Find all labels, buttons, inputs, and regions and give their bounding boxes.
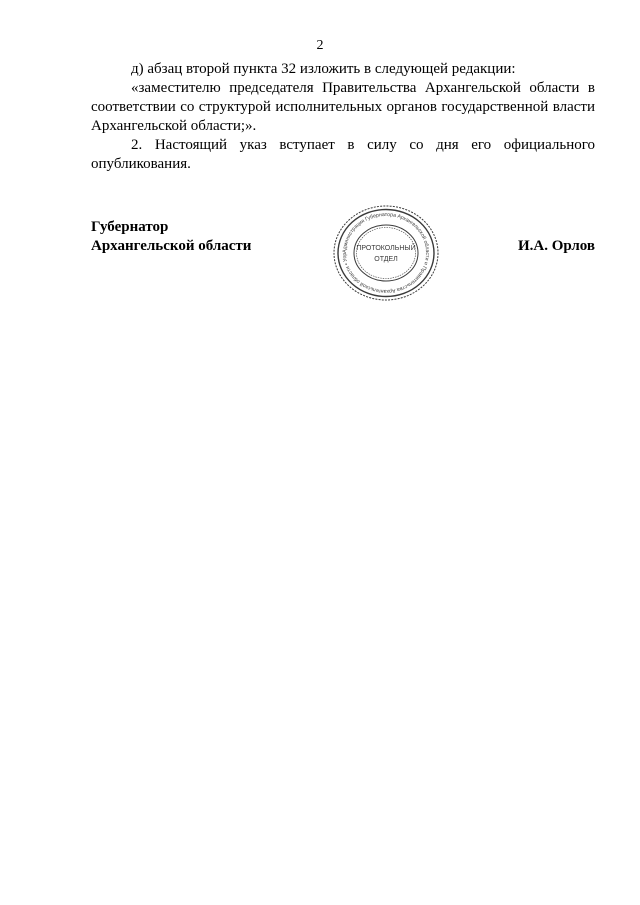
seal-ring-text: Администрация Губернатора Архангельской области и Правительства Архангельской области • Упр xyxy=(341,211,431,295)
signer-position xyxy=(91,218,251,256)
paragraph-quoted-text: «заместителю председателя Правительства Архангельской области в соответствии со структурой исполнительных органов государственной власти Архангельской области;». xyxy=(91,80,595,134)
signer-title: Губернатор xyxy=(91,219,169,235)
official-seal-stamp xyxy=(330,203,442,303)
document-body xyxy=(91,60,595,174)
seal-center-text-1: ПРОТОКОЛЬНЫЙ xyxy=(356,245,416,252)
paragraph-effective-date: 2. Настоящий указ вступает в силу со дня его официального опубликования. xyxy=(91,137,595,172)
paragraph-amendment-d: д) абзац второй пункта 32 изложить в следующей редакции: xyxy=(131,61,516,77)
signer-region: Архангельской области xyxy=(91,238,252,254)
page-number: 2 xyxy=(316,38,324,53)
seal-center-text-2: ОТДЕЛ xyxy=(374,256,398,263)
signer-name: И.А. Орлов xyxy=(517,238,595,254)
